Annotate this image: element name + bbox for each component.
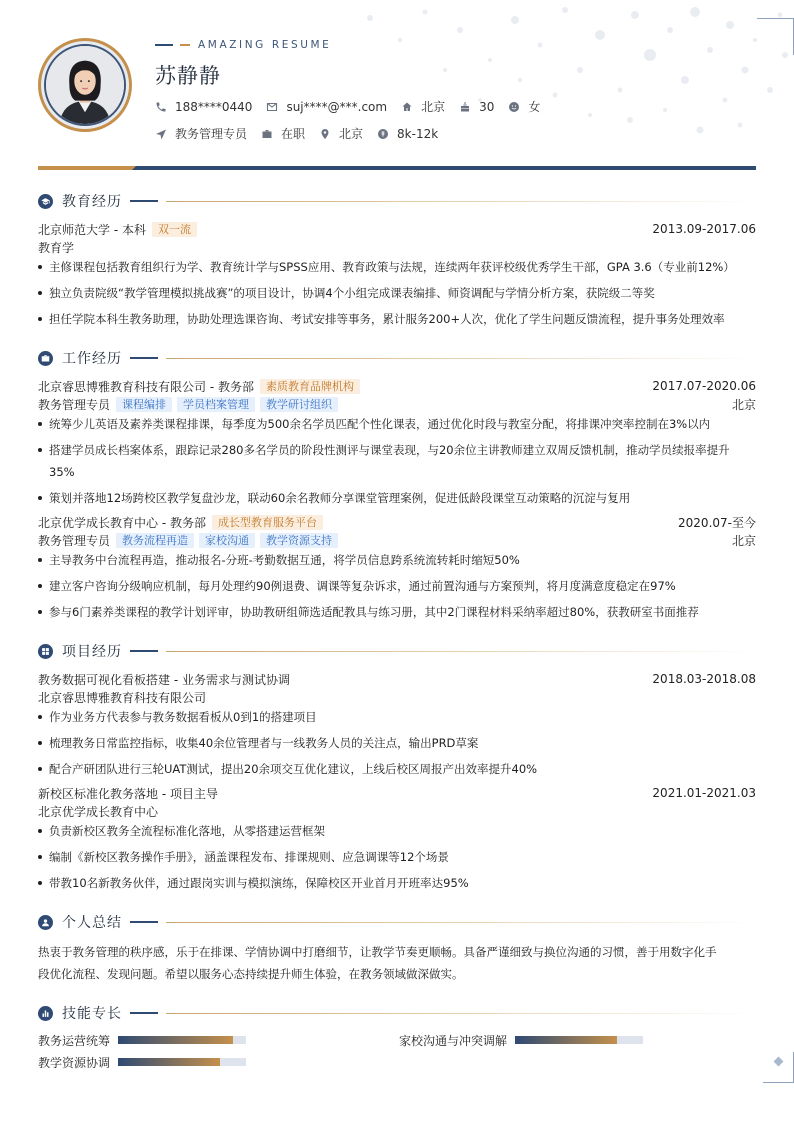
skill-item — [38, 1054, 246, 1070]
location-pin-icon — [319, 128, 331, 140]
target-city-item — [319, 125, 363, 142]
skill-tag: 教务流程再造 — [116, 533, 194, 548]
email-icon — [266, 101, 278, 113]
avatar — [38, 38, 132, 132]
section-header-summary — [38, 912, 756, 932]
skill-name: 教学资源协调 — [38, 1055, 111, 1070]
bar-chart-icon — [38, 1006, 53, 1021]
work-company-row — [38, 513, 756, 531]
company-name: 北京优学成长教育中心 - 教务部 — [38, 515, 206, 530]
section-rule-short — [130, 650, 158, 652]
section-header-skills — [38, 1003, 756, 1023]
send-icon — [155, 128, 167, 140]
section-title: 个人总结 — [62, 915, 122, 931]
list-item: 梳理教务日常监控指标，收集40余位管理者与一线教务人员的关注点，输出PRD草案 — [38, 732, 754, 754]
section-title: 项目经历 — [62, 644, 122, 660]
brand-bar-gold — [180, 44, 190, 46]
skill-tag: 课程编排 — [116, 397, 172, 412]
project-title: 教务数据可视化看板搭建 - 业务需求与测试协调 — [38, 672, 290, 687]
list-item: 主修课程包括教育组织行为学、教育统计学与SPSS应用、教育政策与法规，连续两年获评校级优秀学生干部，GPA 3.6（专业前12%） — [38, 256, 754, 278]
contact-info-row — [155, 98, 554, 115]
skill-name: 家校沟通与冲突调解 — [399, 1033, 508, 1048]
project-dates: 2018.03-2018.08 — [652, 672, 756, 686]
phone-icon — [155, 101, 167, 113]
project-org: 北京睿思博雅教育科技有限公司 — [38, 690, 207, 705]
list-item: 策划并落地12场跨校区教学复盘沙龙，联动60余名教师分享课堂管理案例，促进低龄段课堂互动策略的沉淀与复用 — [38, 487, 754, 509]
work-company-row — [38, 377, 756, 395]
job-role: 教务管理专员 — [38, 533, 111, 548]
list-item: 编制《新校区教务操作手册》，涵盖课程发布、排课规则、应急调课等12个场景 — [38, 846, 754, 868]
grid-icon — [38, 644, 53, 659]
project-org: 北京优学成长教育中心 — [38, 804, 159, 819]
section-header-education — [38, 191, 756, 211]
skill-item — [38, 1032, 246, 1048]
section-rule-short — [130, 921, 158, 923]
job-intent-row — [155, 125, 452, 142]
section-title: 工作经历 — [62, 351, 122, 367]
list-item: 主导教务中台流程再造，推动报名-分班-考勤数据互通，将学员信息跨系统流转耗时缩短50% — [38, 549, 754, 571]
list-item: 统筹少儿英语及素养类课程排课，每季度为500余名学员匹配个性化课表，通过优化时段与教室分配，将排课冲突率控制在3%以内 — [38, 413, 754, 435]
school-tag: 双一流 — [152, 222, 197, 237]
project-title-row — [38, 784, 756, 802]
briefcase-icon — [38, 351, 53, 366]
project-org-row — [38, 688, 756, 706]
target-city-value: 北京 — [339, 127, 364, 141]
work-location: 北京 — [731, 533, 756, 548]
status-value: 在职 — [281, 127, 306, 141]
list-item: 负责新校区教务全流程标准化落地，从零搭建运营框架 — [38, 820, 754, 842]
skill-tag: 家校沟通 — [199, 533, 255, 548]
section-header-projects — [38, 641, 756, 661]
job-role: 教务管理专员 — [38, 397, 111, 412]
salary-item — [377, 127, 438, 141]
section-rule-long — [166, 358, 756, 359]
section-rule-long — [166, 922, 756, 923]
section-title: 技能专长 — [62, 1006, 122, 1022]
home-icon — [401, 101, 413, 113]
graduation-cap-icon — [38, 194, 53, 209]
brand-text: AMAZING RESUME — [198, 39, 332, 51]
company-tag: 素质教育品牌机构 — [260, 379, 360, 394]
project-title-row — [38, 670, 756, 688]
company-name: 北京睿思博雅教育科技有限公司 - 教务部 — [38, 379, 254, 394]
section-rule-short — [130, 1012, 158, 1014]
section-rule-long — [166, 201, 756, 202]
summary-line: 热衷于教务管理的秩序感，乐于在排课、学情协调中打磨细节，让教学节奏更顺畅。具备严谨细致与换位沟通的习惯，善于用数字化手 — [38, 945, 717, 959]
education-dates: 2013.09-2017.06 — [652, 222, 756, 236]
gender-item — [508, 98, 540, 115]
email-item — [266, 100, 387, 114]
work-location: 北京 — [731, 397, 756, 412]
section-rule-short — [130, 200, 158, 202]
phone-value: 188****0440 — [175, 99, 253, 114]
money-icon — [377, 128, 389, 140]
skill-tag: 教学资源支持 — [260, 533, 338, 548]
list-item: 担任学院本科生教务助理，协助处理选课咨询、考试安排等事务，累计服务200+人次，优化了学生问题反馈流程，提升事务处理效率 — [38, 308, 754, 330]
city-item — [401, 98, 445, 115]
skill-item — [399, 1032, 643, 1048]
skill-tag: 教学研讨组织 — [260, 397, 338, 412]
header-divider — [38, 166, 756, 170]
city-value: 北京 — [421, 100, 446, 114]
section-rule-short — [130, 357, 158, 359]
list-item: 搭建学员成长档案体系，跟踪记录280多名学员的阶段性测评与课堂表现，与20余位主讲教师建立双周反馈机制，推动学员续报率提升35% — [38, 439, 754, 483]
corner-decoration-top-right — [757, 18, 794, 55]
salary-value: 8k-12k — [397, 126, 439, 141]
target-role-value: 教务管理专员 — [175, 127, 248, 141]
cake-icon — [459, 101, 471, 113]
project-dates: 2021.01-2021.03 — [652, 786, 756, 800]
person-portrait-icon — [46, 46, 124, 124]
skill-name: 教务运营统筹 — [38, 1033, 111, 1048]
work-role-row — [38, 531, 756, 549]
skill-bar-fill — [118, 1058, 220, 1066]
brand-line — [155, 38, 331, 52]
status-item — [261, 125, 305, 142]
briefcase-icon — [261, 128, 273, 140]
phone-item — [155, 100, 252, 114]
header-divider-notch — [132, 166, 136, 170]
face-icon — [508, 101, 520, 113]
work-dates: 2020.07-至今 — [678, 515, 756, 530]
avatar-photo — [44, 44, 126, 126]
work-dates: 2017.07-2020.06 — [652, 379, 756, 393]
school-name: 北京师范大学 - 本科 — [38, 222, 146, 237]
skill-bar-fill — [118, 1036, 233, 1044]
gender-value: 女 — [528, 100, 541, 114]
major: 教育学 — [38, 240, 75, 255]
skill-bar-track — [118, 1036, 246, 1044]
summary-line: 段优化流程、发现问题。希望以服务心态持续提升师生体验，在教务领域做深做实。 — [38, 967, 464, 981]
project-title: 新校区标准化教务落地 - 项目主导 — [38, 786, 218, 801]
age-value: 30 — [479, 99, 495, 114]
section-header-work — [38, 348, 756, 368]
section-rule-long — [166, 651, 756, 652]
list-item: 独立负责院级“教学管理模拟挑战赛”的项目设计，协调4个小组完成课表编排、师资调配与学情分析方案，获院级二等奖 — [38, 282, 754, 304]
company-tag: 成长型教育服务平台 — [212, 515, 323, 530]
skill-bar-track — [515, 1036, 643, 1044]
skill-bar-fill — [515, 1036, 617, 1044]
brand-bar-navy — [155, 44, 173, 46]
user-icon — [38, 915, 53, 930]
project-org-row — [38, 802, 756, 820]
list-item: 带教10名新教务伙伴，通过跟岗实训与模拟演练，保障校区开业首月开班率达95% — [38, 872, 754, 894]
skill-bar-track — [118, 1058, 246, 1066]
list-item: 配合产研团队进行三轮UAT测试，提出20余项交互优化建议，上线后校区周报产出效率提升40% — [38, 758, 754, 780]
section-rule-long — [166, 1013, 756, 1014]
work-role-row — [38, 395, 756, 413]
education-major-row — [38, 238, 756, 256]
email-value: suj****@***.com — [286, 99, 388, 114]
age-item — [459, 100, 494, 114]
list-item: 作为业务方代表参与教务数据看板从0到1的搭建项目 — [38, 706, 754, 728]
candidate-name: 苏静静 — [155, 64, 221, 88]
skill-tag: 学员档案管理 — [177, 397, 255, 412]
list-item: 建立客户咨询分级响应机制，每月处理约90例退费、调课等复杂诉求，通过前置沟通与方案预判，将月度满意度稳定在97% — [38, 575, 754, 597]
header-divider-accent — [38, 166, 132, 170]
education-school-row — [38, 220, 756, 238]
section-title: 教育经历 — [62, 194, 122, 210]
list-item: 参与6门素养类课程的教学计划评审，协助教研组筛选适配教具与练习册，其中2门课程材料采纳率超过80%，获教研室书面推荐 — [38, 601, 754, 623]
target-role-item — [155, 125, 247, 142]
